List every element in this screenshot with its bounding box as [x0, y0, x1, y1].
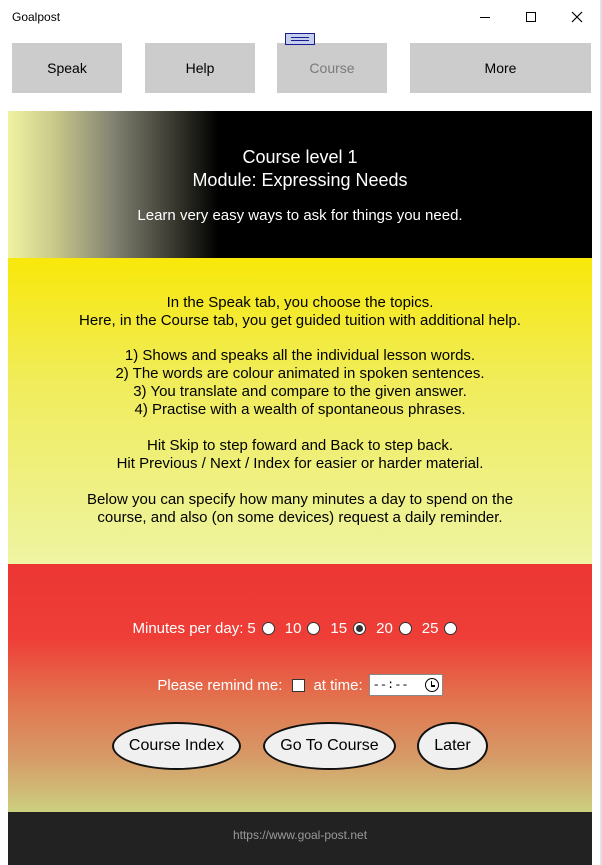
- minutes-label: Minutes per day:: [132, 620, 244, 637]
- tab-course[interactable]: Course: [277, 43, 387, 93]
- info-line: course, and also (on some devices) request a daily reminder.: [97, 509, 503, 526]
- minutes-option-label: 25: [421, 620, 439, 637]
- info-paragraph-3: [8, 437, 592, 473]
- minutes-per-day-row: [8, 620, 592, 637]
- info-line: 3) You translate and compare to the given answer.: [133, 383, 467, 400]
- time-value: --:--: [372, 678, 409, 692]
- website-link[interactable]: https://www.goal-post.net: [232, 828, 368, 842]
- clock-icon[interactable]: [425, 678, 439, 692]
- tab-more[interactable]: More: [410, 43, 591, 93]
- minutes-radio-15[interactable]: [353, 622, 366, 635]
- info-line: Hit Skip to step foward and Back to step back.: [147, 437, 453, 454]
- tab-help[interactable]: Help: [145, 43, 255, 93]
- go-to-course-button[interactable]: Go To Course: [263, 722, 396, 770]
- info-line: 1) Shows and speaks all the individual lesson words.: [124, 347, 476, 364]
- info-line: In the Speak tab, you choose the topics.: [166, 294, 434, 311]
- course-heading: [8, 146, 592, 192]
- remind-label: Please remind me:: [157, 676, 283, 694]
- settings-panel: [8, 564, 592, 812]
- info-line: 4) Practise with a wealth of spontaneous phrases.: [134, 401, 466, 418]
- footer: [8, 812, 592, 865]
- course-info-panel: [8, 258, 592, 564]
- minutes-option-label: 20: [376, 620, 393, 637]
- info-paragraph-1: [8, 294, 592, 330]
- module-description: Learn very easy ways to ask for things you need.: [137, 207, 463, 224]
- title-bar: [0, 0, 602, 34]
- reminder-time-input[interactable]: [369, 674, 443, 696]
- reminder-row: [8, 674, 592, 696]
- close-button[interactable]: [554, 0, 600, 34]
- info-paragraph-4: [8, 491, 592, 527]
- minutes-radio-20[interactable]: [399, 622, 412, 635]
- info-line: 2) The words are colour animated in spoken sentences.: [115, 365, 485, 382]
- info-line: Here, in the Course tab, you get guided tuition with additional help.: [79, 312, 521, 329]
- close-icon: [571, 11, 583, 23]
- course-index-button[interactable]: Course Index: [112, 722, 241, 770]
- minutes-option-label: 15: [330, 620, 348, 637]
- minutes-radio-5[interactable]: [262, 622, 275, 635]
- minimize-icon: [480, 17, 490, 18]
- module-name: Module: Expressing Needs: [192, 170, 408, 190]
- later-button[interactable]: Later: [417, 722, 488, 770]
- at-time-label: at time:: [313, 676, 363, 694]
- info-line: Hit Previous / Next / Index for easier or harder material.: [116, 455, 484, 472]
- maximize-icon: [526, 12, 536, 22]
- remind-checkbox[interactable]: [292, 679, 305, 692]
- drag-handle-icon[interactable]: [285, 33, 315, 45]
- tab-speak[interactable]: Speak: [12, 43, 122, 93]
- info-paragraph-2: [8, 347, 592, 419]
- minutes-option-label: 5: [247, 620, 256, 637]
- minutes-option-label: 10: [284, 620, 302, 637]
- minimize-button[interactable]: [462, 0, 508, 34]
- info-line: Below you can specify how many minutes a day to spend on the: [86, 491, 514, 508]
- minutes-radio-10[interactable]: [307, 622, 320, 635]
- maximize-button[interactable]: [508, 0, 554, 34]
- course-banner: [8, 111, 592, 258]
- course-level: Course level 1: [242, 147, 358, 167]
- app-title: Goalpost: [12, 10, 61, 24]
- minutes-radio-25[interactable]: [444, 622, 457, 635]
